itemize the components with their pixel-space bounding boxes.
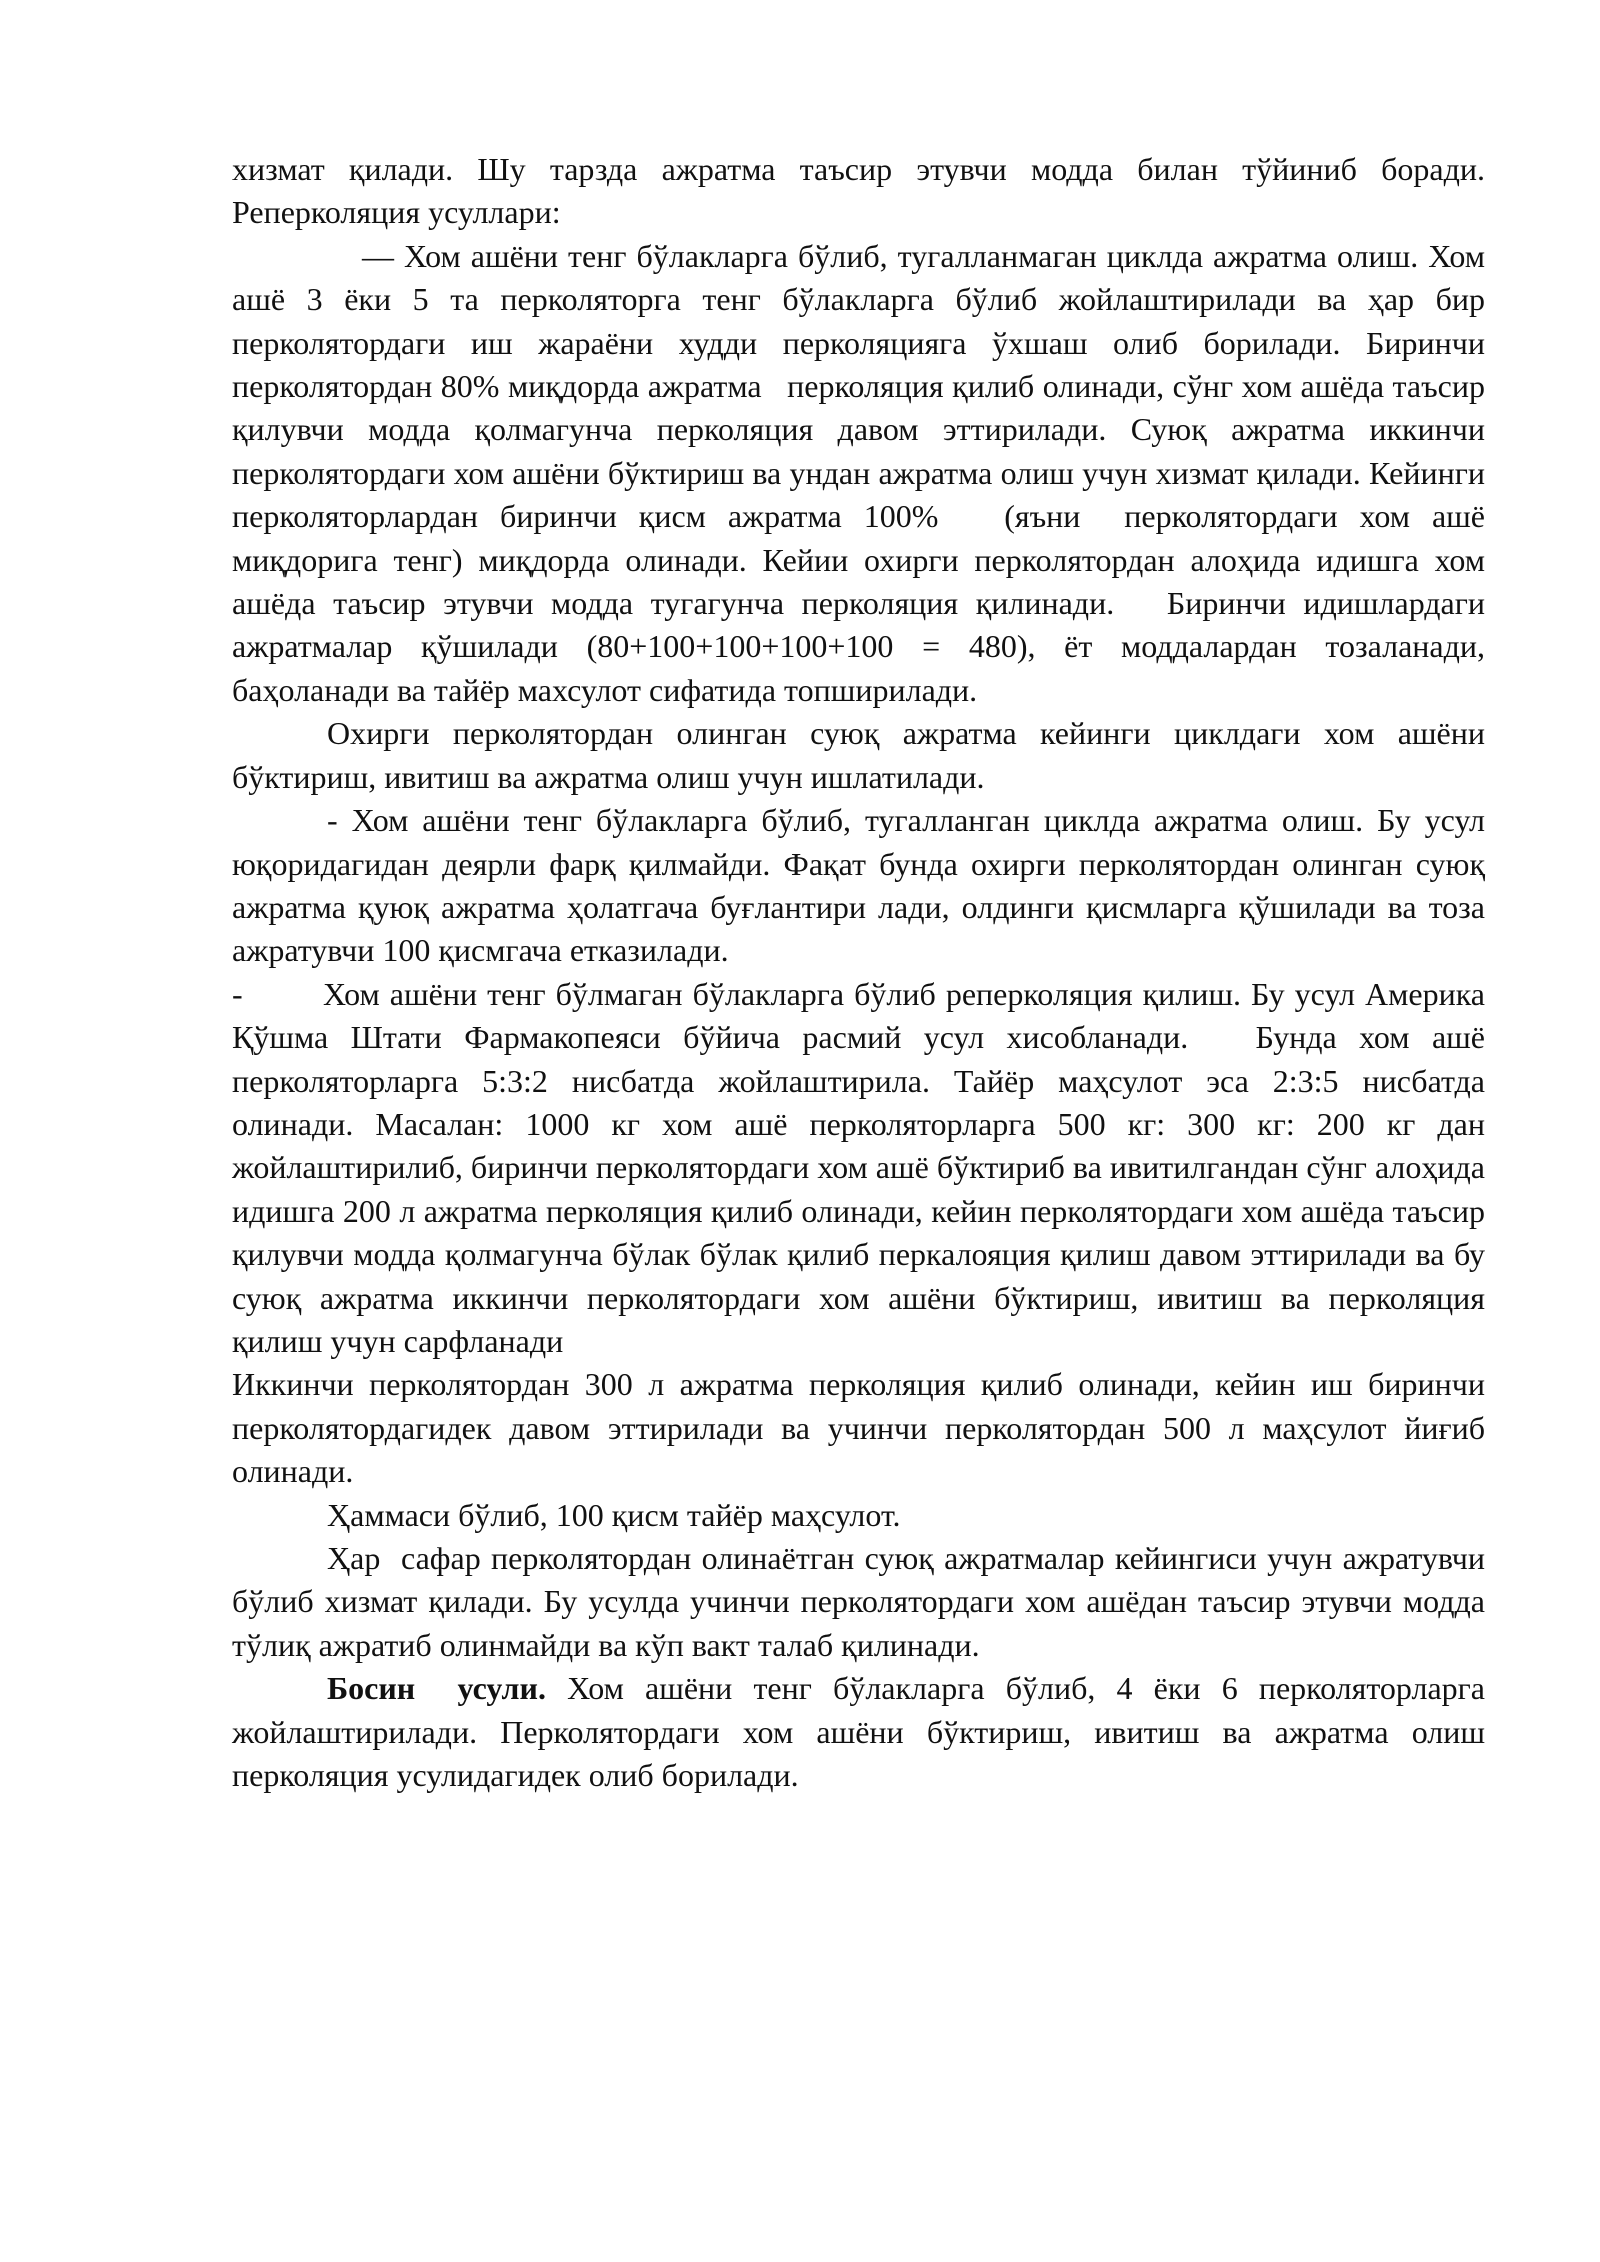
bosin-method-text: Хом ашёни тенг бўлакларга бўлиб, 4 ёки 6 перколяторларга жойлаштирилади. Перколятордаги хом ашёни бўктириш, ивитиш ва ажратма олиш перколяция усулидагидек олиб борилади. (232, 1670, 1493, 1794)
paragraph-second-percolator: Иккинчи перколятордан 300 л ажратма перколяция қилиб олинади, кейин иш биринчи перколятордагидек давом эттирилади ва учинчи перколятордан 500 л маҳсулот йиғиб олинади. (232, 1366, 1493, 1490)
paragraph-intro: хизмат қилади. Шу тарзда ажратма таъсир этувчи модда билан тўйиниб боради. Реперколяция усуллари: (232, 151, 1493, 231)
bosin-method-heading: Босин усули. (327, 1670, 546, 1707)
paragraph-total: Ҳаммаси бўлиб, 100 қисм тайёр маҳсулот. (327, 1496, 901, 1533)
paragraph-last-percolator: Охирги перколятордан олинган суюқ ажратма кейинги циклдаги хом ашёни бўктириш, ивитиш ва ажратма олиш учун ишлатилади. (232, 715, 1493, 795)
paragraph-method-incomplete-cycle: — Хом ашёни тенг бўлакларга бўлиб, тугалланмаган циклда ажратма олиш. Хом ашё 3 ёки 5 та перколяторга тенг бўлакларга бўлиб жойлаштирилади ва ҳар бир перколятордаги иш жараёни худди перколяцияга ўхшаш олиб борилади. Биринчи перколятордан 80% миқдорда ажратма перколяция қилиб олинади, сўнг хом ашёда таъсир қилувчи модда қолмагунча перколяция давом эттирилади. Суюқ ажратма иккинчи перколятордаги хом ашёни бўктириш ва ундан ажратма олиш учун хизмат қилади. Кейинги перколяторлардан биринчи қисм ажратма 100% (яъни перколятордаги хом ашё миқдорига тенг) миқдорда олинади. Кейии охирги перколятордан алоҳида идишга хом ашёда таъсир этувчи модда тугагунча перколяция қилинади. Биринчи идишлардаги ажратмалар қўшилади (80+100+100+100+100 = 480), ёт моддалардан тозаланади, баҳоланади ва тайёр махсулот сифатида топширилади. (232, 237, 1501, 708)
paragraph-each-time: Ҳар сафар перколятордан олинаётган суюқ ажратмалар кейингиси учун ажратувчи бўлиб хизмат қилади. Бу усулда учинчи перколятордаги хом ашёдан таъсир этувчи модда тўлиқ ажратиб олинмайди ва кўп вакт талаб қилинади. (232, 1540, 1493, 1663)
paragraph-bosin-method (232, 1667, 1493, 1797)
paragraph-method-unequal-parts: - Хом ашёни тенг бўлмаган бўлакларга бўлиб реперколяция қилиш. Бу усул Америка Қўшма Штати Фармакопеяси бўйича расмий усул хисобланади. Бунда хом ашё перколяторларга 5:3:2 нисбатда жойлаштирила. Тайёр маҳсулот эса 2:3:5 нисбатда олинади. Масалан: 1000 кг хом ашё перколяторларга 500 кг: 300 кг: 200 кг дан жойлаштирилиб, биринчи перколятордаги хом ашё бўктириб ва ивитилгандан сўнг алоҳида идишга 200 л ажратма перколяция қилиб олинади, кейин перколятордаги хом ашёда таъсир қилувчи модда қолмагунча бўлак бўлак қилиб перкалояция қилиш давом эттирилади ва бу суюқ ажратма иккинчи перколятордаги хом ашёни бўктириш, ивитиш ва перколяция қилиш учун сарфланади (232, 975, 1493, 1359)
paragraph-method-complete-cycle: - Хом ашёни тенг бўлакларга бўлиб, тугалланган циклда ажратма олиш. Бу усул юқоридагидан деярли фарқ қилмайди. Фақат бунда охирги перколятордан олинган суюқ ажратма қуюқ ажратма ҳолатгача буғлантири лади, олдинги қисмларга қўшилади ва тоза ажратувчи 100 қисмгача етказилади. (232, 802, 1493, 969)
document-page (232, 148, 1501, 1797)
